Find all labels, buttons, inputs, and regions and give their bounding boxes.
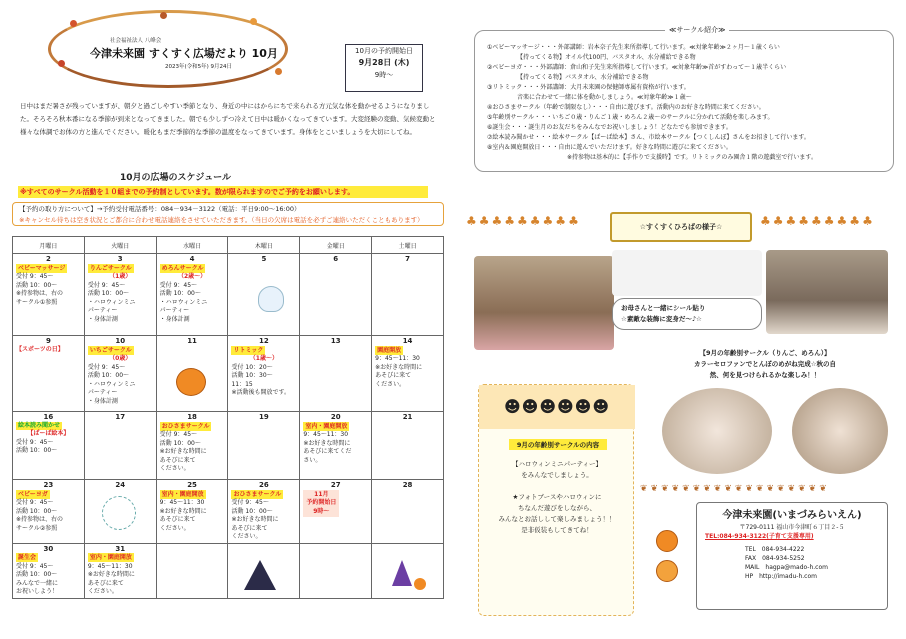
leaf-icon bbox=[250, 18, 257, 25]
calendar-day-cell bbox=[13, 480, 85, 544]
event-detail-line: 活動 10：00～ bbox=[16, 507, 58, 515]
calendar-day-cell bbox=[84, 412, 156, 480]
center-info-box bbox=[696, 502, 888, 610]
weekday-header: 火曜日 bbox=[84, 237, 156, 254]
next-month-reservation-badge bbox=[303, 490, 339, 518]
day-number: 2 bbox=[45, 255, 51, 263]
calendar-day-cell bbox=[228, 336, 300, 412]
weekday-header: 金曜日 bbox=[300, 237, 372, 254]
holiday-label: 【スポーツの日】 bbox=[16, 345, 64, 353]
halloween-line: 是非仮装もしてきてね！ bbox=[521, 526, 593, 534]
schedule-title: 10月の広場のスケジュール bbox=[120, 173, 231, 183]
event-detail-line: ※お好きな時間に bbox=[159, 448, 207, 455]
event-title: 絵本読み聞かせ bbox=[18, 421, 61, 429]
reservation-time: 9時～ bbox=[374, 71, 394, 79]
reservation-box bbox=[345, 44, 423, 92]
reservation-phone-note: 【予約の取り方について】→予約受付電話番号：084－934－3122（電話：平日9:00～16:00） bbox=[19, 205, 301, 213]
halloween-line: ★フォトブースやハロウィンに bbox=[512, 493, 602, 501]
badge-line: 予約開始日 bbox=[306, 499, 337, 506]
event-detail-line: パーティー bbox=[87, 307, 118, 314]
circle-intro-line: 音楽に合わせて一緒に体を動かしましょう。≪対象年齢≫１歳～ bbox=[517, 94, 692, 101]
event-detail-line: さい。 bbox=[303, 456, 322, 464]
spiderweb-icon bbox=[102, 496, 136, 530]
calendar-week-row bbox=[13, 336, 444, 412]
event-title: めろんサークル bbox=[161, 264, 204, 272]
day-number: 7 bbox=[405, 255, 410, 263]
day-number: 11 bbox=[187, 337, 197, 345]
event-detail-line: パーティー bbox=[159, 307, 190, 314]
event-detail-line: あそびに来て bbox=[87, 579, 124, 587]
pumpkin-icon bbox=[656, 530, 678, 552]
calendar-week-row bbox=[13, 412, 444, 480]
event-detail-line: ください。 bbox=[159, 524, 190, 532]
halloween-caption: 9月の年齢別サークルの内容 bbox=[509, 439, 607, 450]
calendar-day-cell bbox=[84, 254, 156, 336]
leaf-icon bbox=[275, 68, 282, 75]
event-detail-line: みんなで一緒に bbox=[16, 579, 59, 587]
event-title: ベビーマッサージ bbox=[18, 264, 66, 272]
event-title: 園庭開放 bbox=[377, 346, 402, 354]
calendar-day-cell bbox=[300, 543, 372, 598]
calendar-week-row bbox=[13, 254, 444, 336]
calendar-day-cell bbox=[156, 412, 228, 480]
halloween-line: 【ハロウィンミニパーティー】 bbox=[511, 460, 603, 468]
day-number: 6 bbox=[333, 255, 339, 263]
day-number: 20 bbox=[330, 413, 341, 421]
event-detail-line: ※持参物は、右の bbox=[16, 516, 64, 523]
event-title: 室内・園庭開放 bbox=[305, 422, 348, 430]
calendar-day-cell bbox=[372, 336, 444, 412]
event-detail-line: あそびに来て bbox=[375, 372, 412, 379]
photo-craft-supplies bbox=[612, 250, 762, 296]
event-detail-line: 受付 9：45～ bbox=[16, 438, 54, 446]
event-detail-line: ※お好きな時間に bbox=[87, 571, 135, 578]
event-subtitle: （2歳～） bbox=[177, 273, 207, 280]
circle-intro-line: 【持ってくる物】オイル代100円、バスタオル、水分補給できる物 bbox=[517, 54, 696, 61]
calendar-day-cell bbox=[13, 412, 85, 480]
event-detail-line: 受付 9：45～ bbox=[87, 363, 126, 371]
event-detail-line: あそびに来て bbox=[159, 516, 196, 523]
event-detail-line: 活動 10：00～ bbox=[87, 290, 130, 297]
halloween-line: みんなとお話しして楽しみましょう！！ bbox=[498, 515, 616, 523]
day-number: 28 bbox=[402, 481, 413, 489]
event-detail-line: 受付 9：45～ bbox=[16, 562, 54, 570]
caption-line: 然、何を見つけられるかな楽しみ！！ bbox=[709, 371, 821, 379]
event-subtitle: 【ぱーぱ絵本】 bbox=[27, 430, 70, 437]
event-detail-line: 活動 10：30～ bbox=[231, 372, 273, 379]
event-detail-line: 活動 10：00～ bbox=[87, 372, 130, 379]
event-detail-line: ※持参物は、右の bbox=[16, 290, 64, 297]
event-title: リトミック bbox=[233, 346, 264, 354]
photo-dragonfly-glasses bbox=[662, 388, 772, 474]
pumpkin-icon bbox=[656, 560, 678, 582]
day-number: 27 bbox=[330, 481, 341, 489]
day-number: 5 bbox=[261, 255, 267, 263]
event-detail-line: ※お好きな時間に bbox=[303, 439, 351, 447]
event-detail-line: ・ハロウィンミニ bbox=[159, 298, 208, 306]
day-number: 12 bbox=[259, 337, 269, 345]
event-detail-line: ください。 bbox=[159, 465, 190, 472]
event-title: ベビーヨガ bbox=[18, 490, 48, 498]
day-number: 25 bbox=[187, 481, 197, 489]
event-detail-line: 受付 9：45～ bbox=[87, 281, 126, 289]
caption-line: カラーセロファンでとんぼのめがね完成☆秋の自 bbox=[693, 360, 837, 368]
day-number: 26 bbox=[259, 481, 269, 489]
event-detail-line: 9：45～11：30 bbox=[375, 355, 420, 362]
halloween-line: ちなんだ遊びをしながら、 bbox=[518, 504, 596, 512]
event-detail-line: 9：45～11：30 bbox=[303, 431, 349, 438]
calendar-day-cell bbox=[13, 254, 85, 336]
event-detail-line: ください。 bbox=[375, 380, 406, 388]
ghost-icon bbox=[258, 286, 284, 312]
caption-line: 【9月の年齢別サークル（りんご、めろん）】 bbox=[699, 349, 831, 357]
event-title: りんごサークル bbox=[89, 264, 132, 272]
calendar-day-cell bbox=[300, 254, 372, 336]
bubble-line: ☆素敵な装飾に変身だ～♪☆ bbox=[621, 315, 702, 323]
event-detail-line: 9：45～11：30 bbox=[159, 499, 205, 506]
event-detail-line: ・身体計測 bbox=[87, 315, 118, 323]
day-number: 17 bbox=[115, 413, 126, 421]
reservation-label: 10月の予約開始日 bbox=[355, 47, 413, 55]
leaf-row-decoration: ❦❦❦❦❦❦❦❦❦❦❦❦❦❦❦❦❦❦ bbox=[640, 484, 830, 494]
center-tel: TEL 084-934-4222 bbox=[745, 546, 805, 553]
event-detail-line: 11：15 bbox=[231, 380, 253, 388]
pumpkin-cat-icon bbox=[176, 368, 206, 396]
day-number: 13 bbox=[330, 337, 341, 345]
circle-intro-panel bbox=[474, 26, 894, 172]
event-subtitle: （1歳～） bbox=[249, 355, 278, 362]
halloween-line: をみんなでしましょう。 bbox=[521, 471, 593, 479]
event-title: 室内・園庭開放 bbox=[89, 554, 132, 561]
calendar-week-row bbox=[13, 543, 444, 598]
calendar-day-cell bbox=[156, 543, 228, 598]
center-address: 〒729-0111 福山市今津町６丁目２-５ bbox=[739, 524, 845, 531]
event-detail-line: 活動 10：00～ bbox=[231, 507, 273, 515]
cancel-note: ※キャンセル待ちは空き状況とご都合に合わせ電話連絡をさせていただきます。（当日の欠席は電話を必ずご連絡いただくこともあります） bbox=[19, 216, 424, 224]
circle-intro-title: ≪サークル紹介≫ bbox=[665, 25, 729, 35]
weekday-header: 土曜日 bbox=[372, 237, 444, 254]
event-detail-line: 受付 10：20～ bbox=[231, 363, 273, 371]
haunted-house-icon bbox=[244, 560, 276, 590]
circle-intro-line: ②ベビーヨガ・・・外部講師：倉山和子先生来所指導して行います。≪対象年齢≫首がすわって～１歳半くらい bbox=[487, 64, 787, 71]
halloween-description bbox=[487, 459, 627, 536]
day-number: 3 bbox=[117, 255, 123, 263]
day-number: 4 bbox=[189, 255, 195, 263]
speech-bubble-sticker bbox=[612, 298, 762, 330]
halloween-party-panel bbox=[478, 384, 634, 616]
center-hp: HP http://imadu-h.com bbox=[745, 573, 818, 580]
calendar-day-cell bbox=[84, 336, 156, 412]
event-detail-line: ※お好きな時間に bbox=[231, 516, 279, 523]
photo-sticker-activity bbox=[474, 256, 614, 350]
event-detail-line: ください。 bbox=[87, 588, 118, 595]
event-detail-line: 活動 10：00～ bbox=[16, 571, 58, 578]
calendar-day-cell bbox=[372, 412, 444, 480]
reservation-date: 9月28日 (木) bbox=[358, 58, 410, 67]
event-detail-line: 受付 9：45～ bbox=[159, 431, 198, 438]
event-detail-line: サークル①参照 bbox=[16, 298, 58, 306]
calendar-day-cell bbox=[228, 480, 300, 544]
event-detail-line: ※活動後も開放です。 bbox=[231, 389, 291, 396]
event-detail-line: 活動 10：00～ bbox=[159, 290, 201, 297]
day-number: 31 bbox=[115, 544, 126, 553]
circle-intro-line: ⑧室内＆園庭開放日・・・自由に遊んでいただけます。好きな時間に遊びに来てください。 bbox=[487, 144, 732, 151]
newsletter-title: 今津未来園 すくすく広場だより 10月 bbox=[90, 47, 278, 60]
bubble-line: お母さんと一緒にシール貼り bbox=[621, 304, 706, 312]
tree-row-decoration: ♣♣♣♣♣♣♣♣♣ bbox=[760, 214, 875, 228]
intro-text: 日中はまだ暑さが残っていますが、朝夕と過ごしやすい季節となり、身近の中にはからにちで来られる方元気な体を動かせるようになりました。そろそろ秋本番になる季節が到来となってきました。朝でも少しずつ冷えて日中は暖かくなってきています。大変経験の変動、気候変動と様々な体調でお体の方と進んでください。暖化もまだ季節的な季節の温度をなってきています。身体をとこいましょうを大切にしてね。 bbox=[20, 102, 436, 136]
day-number: 30 bbox=[43, 544, 54, 553]
day-number: 19 bbox=[259, 413, 269, 421]
event-detail-line: あそびに来てくだ bbox=[303, 448, 352, 455]
day-number: 18 bbox=[187, 413, 197, 421]
center-support-tel: TEL:084-934-3122(子育て支援専用) bbox=[705, 533, 814, 540]
circle-intro-line: ※持参物は基本的に【手作りで支援時】です。リトミックのみ園舎１階の遊戯室で行います。 bbox=[567, 154, 817, 161]
circle-intro-line: ⑦絵本読み聞かせ・・・絵本サークル【ぱーぱ絵本】さん、市絵本サークル【つくしんぼ】さんをお招きして行います。 bbox=[487, 134, 810, 141]
calendar-day-cell bbox=[228, 412, 300, 480]
event-detail-line: 受付 9：45～ bbox=[231, 499, 269, 506]
day-number: 21 bbox=[402, 413, 413, 421]
center-mail: MAIL hagpa@mado-h.com bbox=[745, 564, 828, 571]
event-detail-line: 受付 9：45～ bbox=[16, 499, 54, 506]
event-title: いちごサークル bbox=[89, 346, 132, 354]
event-detail-line: 9：45～11：30 bbox=[87, 562, 133, 570]
activity-banner: ☆すくすくひろばの様子☆ bbox=[610, 212, 752, 242]
leaf-icon bbox=[160, 12, 167, 19]
day-number: 23 bbox=[43, 481, 54, 489]
calendar-day-cell bbox=[156, 254, 228, 336]
event-detail-line: サークル②参照 bbox=[16, 524, 58, 532]
calendar-header-row bbox=[13, 237, 444, 254]
photo-dragonfly-glasses-2 bbox=[792, 388, 888, 474]
event-title: 室内・園庭開放 bbox=[161, 490, 204, 498]
calendar-day-cell bbox=[300, 336, 372, 412]
calendar-week-row bbox=[13, 480, 444, 544]
event-detail-line: 受付 9：45～ bbox=[16, 273, 54, 280]
weekday-header: 水曜日 bbox=[156, 237, 228, 254]
witch-hat-icon bbox=[392, 560, 412, 586]
calendar-table bbox=[12, 236, 444, 599]
calendar-day-cell bbox=[13, 543, 85, 598]
event-detail-line: ・ハロウィンミニ bbox=[87, 380, 136, 388]
day-number: 24 bbox=[115, 481, 126, 489]
circle-intro-line: ⑤年齢別サークル・・・いちご０歳・りんご１歳・めろん２歳～のサークルに分かれて活動を楽しみます。 bbox=[487, 114, 774, 121]
event-detail-line: ・ハロウィンミニ bbox=[87, 298, 136, 306]
calendar-day-cell bbox=[372, 480, 444, 544]
event-detail-line: ※お好きな時間に bbox=[159, 507, 207, 515]
calendar-day-cell bbox=[84, 543, 156, 598]
reservation-note-box bbox=[12, 202, 444, 226]
calendar-day-cell bbox=[13, 336, 85, 412]
event-subtitle: （0歳） bbox=[109, 355, 132, 362]
event-detail-line: ・身体計測 bbox=[159, 315, 190, 323]
calendar-day-cell bbox=[156, 480, 228, 544]
halloween-line bbox=[487, 481, 627, 492]
circle-intro-line: ④おひさまサークル（年齢で制限なし）・・・自由に遊びます。活動内のお好きな時間に来てください。 bbox=[487, 104, 765, 111]
issue-date: 2023年(令和5年) 9月24日 bbox=[165, 64, 233, 70]
badge-line: 11月 bbox=[314, 490, 329, 498]
circle-caption bbox=[660, 344, 870, 385]
day-number: 16 bbox=[43, 413, 54, 421]
badge-line: 9時～ bbox=[313, 507, 330, 515]
leaf-icon bbox=[70, 20, 77, 27]
event-subtitle: （1歳） bbox=[109, 273, 132, 280]
day-number: 9 bbox=[45, 337, 51, 345]
leaf-icon bbox=[58, 60, 65, 67]
day-number: 10 bbox=[115, 337, 126, 345]
weekday-header: 月曜日 bbox=[13, 237, 85, 254]
event-detail-line: 受付 9：45～ bbox=[159, 281, 198, 289]
event-detail-line: 活動 10：00～ bbox=[16, 447, 58, 454]
event-detail-line: パーティー bbox=[87, 389, 118, 396]
center-fax: FAX 084-934-5252 bbox=[745, 555, 805, 562]
event-detail-line: 活動 10：00～ bbox=[16, 281, 58, 289]
day-number: 14 bbox=[402, 337, 413, 345]
circle-intro-line: ⑥誕生会・・・誕生月のお友だちをみんなでお祝いしましょう！どなたでも参加できます。 bbox=[487, 124, 732, 131]
circle-intro-line: ①ベビーマッサージ・・・外部講師：岩本奈子先生来所指導して行います。≪対象年齢≫２ヶ月～１歳くらい bbox=[487, 44, 780, 51]
pumpkin-icon bbox=[414, 578, 426, 590]
event-detail-line: あそびに来て bbox=[159, 456, 196, 464]
event-detail-line: ください。 bbox=[231, 533, 262, 540]
calendar-day-cell bbox=[300, 480, 372, 544]
event-detail-line: 活動 10：00～ bbox=[159, 439, 201, 447]
organization-name: 社会福祉法人 八峰会 bbox=[110, 38, 162, 44]
event-title: おひさまサークル bbox=[233, 490, 282, 498]
circle-intro-line: ③リトミック・・・外部講師：大月未来園の保健師専属有資格が行います。 bbox=[487, 84, 690, 91]
weekday-header: 木曜日 bbox=[228, 237, 300, 254]
calendar-day-cell bbox=[300, 412, 372, 480]
event-detail-line: ※お好きな時間に bbox=[375, 363, 423, 371]
tree-row-decoration: ♣♣♣♣♣♣♣♣♣ bbox=[466, 214, 581, 228]
event-title: おひさまサークル bbox=[161, 422, 210, 430]
circle-intro-line: 【持ってくる物】バスタオル、水分補給できる物 bbox=[517, 74, 649, 81]
calendar-day-cell bbox=[372, 254, 444, 336]
event-detail-line: お祝いしよう！ bbox=[16, 588, 59, 595]
event-detail-line: ・身体計測 bbox=[87, 397, 118, 405]
reservation-highlight: ※すべてのサークル活動を１０組までの予約制としています。数が限られますのでご予約をお願いします。 bbox=[18, 186, 428, 198]
event-detail-line: あそびに来て bbox=[231, 524, 268, 532]
center-name: 今津未来園(いまづみらいえん) bbox=[722, 510, 862, 521]
halloween-kids-illustration: ☻☻☻☻☻☻ bbox=[479, 385, 635, 429]
photo-children-crafting bbox=[766, 250, 888, 334]
event-title: 誕生会 bbox=[18, 554, 37, 561]
